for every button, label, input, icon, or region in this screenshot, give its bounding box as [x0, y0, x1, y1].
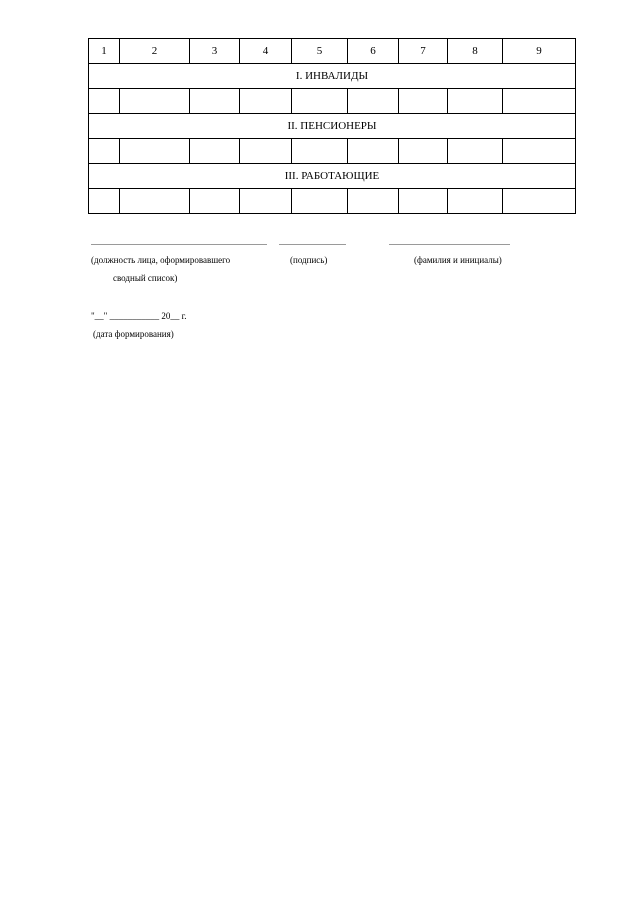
table-cell [448, 89, 503, 114]
position-caption-continued: сводный список) [113, 273, 178, 283]
column-number: 7 [399, 39, 448, 64]
column-number: 5 [292, 39, 348, 64]
table-cell [240, 89, 292, 114]
column-number: 6 [348, 39, 399, 64]
table-cell [120, 139, 190, 164]
table-cell [399, 189, 448, 214]
table-cell [292, 89, 348, 114]
name-signature-line [389, 244, 510, 245]
table-cell [399, 139, 448, 164]
column-number: 1 [89, 39, 120, 64]
table-cell [89, 139, 120, 164]
summary-table [88, 38, 576, 214]
table-header-row [89, 39, 576, 64]
table-cell [240, 189, 292, 214]
section-title-pensioners: II. ПЕНСИОНЕРЫ [89, 114, 576, 139]
table-cell [348, 139, 399, 164]
signature-line [279, 244, 346, 245]
table-cell [190, 189, 240, 214]
date-caption: (дата формирования) [93, 329, 174, 339]
table-cell [240, 139, 292, 164]
table-cell [503, 139, 576, 164]
table-row [89, 139, 576, 164]
table-cell [190, 139, 240, 164]
table-cell [348, 89, 399, 114]
date-line: "__" ___________ 20__ г. [91, 311, 187, 321]
column-number: 4 [240, 39, 292, 64]
section-row [89, 64, 576, 89]
column-number: 9 [503, 39, 576, 64]
table-cell [503, 89, 576, 114]
table-cell [503, 189, 576, 214]
table-cell [89, 189, 120, 214]
column-number: 3 [190, 39, 240, 64]
table-cell [292, 189, 348, 214]
section-title-working: III. РАБОТАЮЩИЕ [89, 164, 576, 189]
name-caption: (фамилия и инициалы) [414, 255, 502, 265]
table-cell [399, 89, 448, 114]
column-number: 2 [120, 39, 190, 64]
table-cell [120, 89, 190, 114]
table-cell [448, 189, 503, 214]
section-row [89, 114, 576, 139]
section-row [89, 164, 576, 189]
table-cell [190, 89, 240, 114]
section-title-disabled: I. ИНВАЛИДЫ [89, 64, 576, 89]
table-cell [89, 89, 120, 114]
table-row [89, 189, 576, 214]
position-signature-line [91, 244, 267, 245]
position-caption: (должность лица, оформировавшего [91, 255, 231, 265]
signature-caption: (подпись) [290, 255, 328, 265]
table-cell [348, 189, 399, 214]
column-number: 8 [448, 39, 503, 64]
table-cell [120, 189, 190, 214]
table-row [89, 89, 576, 114]
table-cell [448, 139, 503, 164]
table-cell [292, 139, 348, 164]
